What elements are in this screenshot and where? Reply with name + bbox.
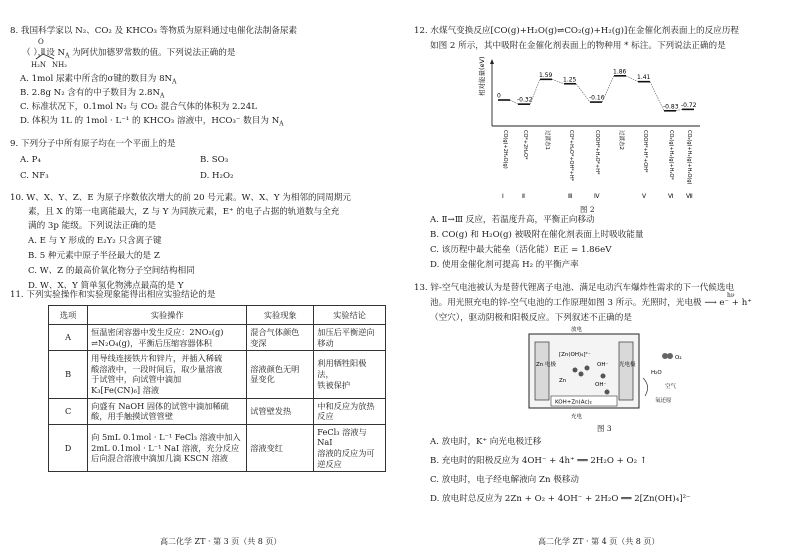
q11-cell-conclusion-line: 逆反应 [317, 458, 342, 469]
q12-stem-line1: 12. 水煤气变换反应[CO(g)+H₂O(g)⇌CO₂(g)+H₂(g)]在金催化剂表面上的反应历程 [414, 26, 740, 36]
q8-b-sub: A [160, 92, 165, 100]
q12-option-d: D. 使用金催化剂可提高 H₂ 的平衡产率 [430, 260, 579, 270]
q10-option-d: D. W、X、Y 简单氢化物沸点最高的是 Y [28, 281, 184, 291]
q8-option-d [20, 116, 284, 130]
q13-option-d: D. 放电时总反应为 2Zn + O₂ + 4OH⁻ + 2H₂O ══ 2[Zn(OH)₄]²⁻ [430, 494, 691, 504]
q11-cell-conclusion-line: FeCl₃ 溶液与 NaI [317, 426, 367, 448]
q12-option-c: C. 该历程中最大能垒（活化能）E正 = 1.86eV [430, 245, 612, 255]
q11-col-operation: 实验操作 [88, 306, 247, 325]
charge-label: 充电 [571, 414, 583, 420]
q11-col-conclusion: 实验结论 [314, 306, 386, 325]
q11-cell-operation-line: 2mL 0.1mol · L⁻¹ NaI 溶液，充分反应 [91, 442, 240, 453]
q11-cell-operation-line: 用导线连接铁片和锌片，并插入稀硫 [91, 353, 223, 364]
q11-cell-conclusion-line: 中和反应为放热 [317, 400, 375, 411]
energy-axis-label: 相对能量(eV) [478, 56, 486, 96]
stage-species-label: CO₂(g)+H₂(g)+H₂O(g) [686, 130, 692, 185]
q11-cell-conclusion-line: 反应 [317, 411, 334, 422]
ion-dot [585, 366, 590, 371]
q13-option-a: A. 放电时，K⁺ 向光电极迁移 [430, 437, 542, 447]
q12-option-a: A. Ⅱ→Ⅲ 反应，若温度升高，平衡正向移动 [430, 215, 595, 225]
q11-table-header [49, 306, 386, 325]
hv-label: hν [727, 292, 735, 299]
q11-cell-operation-line: 后向混合溶液中滴加几滴 KSCN 溶液 [91, 453, 228, 464]
q8-b-text: B. 2.8g N₂ 含有的中子数目为 2.8N [20, 88, 161, 98]
q11-cell-operation-line: 酸，用手触摸试管管壁 [91, 411, 174, 422]
energy-value-label: 1.59 [539, 71, 553, 79]
q10-stem-line3: 满的 3p 能级。下列说法正确的是 [28, 221, 157, 231]
q8-a-text: A. 1mol 尿素中所含的σ键的数目为 8N [20, 74, 173, 84]
ion-dot [579, 372, 584, 377]
q11-cell-operation [88, 325, 247, 351]
q11-cell-operation [88, 398, 247, 424]
zn-label: Zn [559, 378, 567, 384]
fig3-caption: 图 3 [597, 424, 612, 433]
urea-bonds [32, 44, 66, 62]
q11-table-row [49, 351, 386, 398]
electrolyte-label: KOH+Zn(Ac)₂ [555, 399, 592, 406]
zn-electrode-plate [535, 342, 549, 400]
q9-option-a: A. P₄ [20, 155, 41, 165]
stage-roman-label: Ⅴ [642, 193, 647, 200]
q11-cell-conclusion [314, 398, 386, 424]
q11-table-row [49, 398, 386, 424]
oh-label-1: OH⁻ [597, 362, 609, 368]
q11-cell-operation [88, 424, 247, 471]
stage-roman-label: Ⅲ [568, 193, 573, 200]
ion-dot [605, 390, 610, 395]
q12-stem-line2: 如图 2 所示，其中吸附在金催化剂表面上的物种用 * 标注。下列说法正确的是 [430, 41, 726, 51]
q11-cell-phenomenon-line: 溶液颜色无明 [250, 363, 300, 374]
stage-roman-label: Ⅵ [668, 193, 674, 200]
q11-cell-conclusion [314, 325, 386, 351]
h2o-label: H₂O [651, 370, 662, 376]
transition-state-label: 过渡态2 [618, 130, 624, 150]
oxygen-reduction-label: 氧还原 [655, 398, 672, 404]
q11-cell-conclusion-line: 溶液的反应为可 [317, 447, 375, 458]
zinc-air-cell-figure [515, 326, 695, 422]
ion-dot [573, 368, 578, 373]
q11-cell-conclusion-line: 移动 [317, 337, 334, 348]
q11-cell-conclusion-line: 加压后平衡逆向 [317, 327, 375, 337]
q8-stem-line1: 8. 我国科学家以 N₂、CO₂ 及 KHCO₃ 等物质为原料通过电催化法制备尿素 [10, 26, 298, 36]
stage-species-label: COOH*+H₂O*+H* [594, 130, 600, 175]
q8-stem-part: （ ），设 N [22, 48, 66, 58]
stage-species-label: COOH*+H*+OH* [642, 130, 648, 173]
q11-cell-operation-line: 向盛有 NaOH 固体的试管中滴加稀硫 [91, 400, 229, 411]
q9-option-c: C. NF₃ [20, 171, 49, 181]
energy-connector [576, 84, 590, 102]
energy-value-label: 1.25 [563, 76, 577, 84]
energy-value-label: 1.86 [613, 68, 627, 76]
zn-electrode-label: Zn 电极 [536, 362, 557, 368]
o2-label: O₂ [675, 355, 682, 361]
energy-value-label: -0.32 [517, 96, 533, 104]
page-4 [400, 0, 800, 550]
q12-option-b: B. CO(g) 和 H₂O(g) 被吸附在催化剂表面上时吸收能量 [430, 230, 644, 240]
q11-cell-phenomenon-line: 试管壁发热 [250, 405, 292, 416]
page-footer-right: 高二化学 ZT · 第 4 页（共 8 页） [538, 537, 660, 546]
q10-option-c: C. W、Z 的最高价氧化物分子空间结构相同 [28, 266, 195, 276]
q10-option-b: B. 5 种元素中原子半径最大的是 Z [28, 251, 160, 261]
stage-roman-label: Ⅳ [594, 193, 600, 200]
energy-value-label: 1.41 [637, 74, 651, 82]
urea-o: O [38, 38, 44, 46]
q11-cell-phenomenon-line: 溶液变红 [250, 442, 283, 453]
air-label: 空气 [665, 384, 677, 390]
ion-dot [601, 374, 606, 379]
q11-cell-option: D [49, 424, 88, 471]
q11-cell-operation-line: ⇌N₂O₄(g)，平衡后压缩容器体积 [91, 337, 212, 348]
discharge-label: 放电 [571, 327, 583, 333]
urea-h2n: H₂N [31, 61, 47, 69]
q11-cell-operation-line: 向 5mL 0.1mol · L⁻¹ FeCl₃ 溶液中加入 [91, 432, 241, 443]
q11-cell-operation-line: K₃[Fe(CN)₆] 溶液 [91, 384, 160, 395]
q8-option-a [20, 74, 176, 88]
photo-electrode-plate [619, 342, 633, 400]
q8-d-sub: A [279, 120, 284, 128]
q10-stem-line1: 10. W、X、Y、Z、E 为原子序数依次增大的前 20 号元素。W、X、Y 为相邻的同周期元 [10, 193, 351, 203]
photo-electrode-label: 光电极 [619, 362, 636, 368]
q11-cell-option: C [49, 398, 88, 424]
q13-stem-line3: （空穴），驱动阴极和阳极反应。下列叙述不正确的是 [430, 313, 632, 323]
energy-value-label: -0.72 [681, 101, 697, 109]
q11-cell-option: B [49, 351, 88, 398]
q9-option-b: B. SO₃ [200, 155, 229, 165]
q11-cell-phenomenon-line: 变深 [250, 337, 267, 348]
q11-cell-phenomenon [247, 424, 314, 471]
q13-stem-line1: 13. 锌-空气电池被认为是替代锂离子电池、满足电动汽车爆炸性需求的下一代候选电 [414, 283, 735, 293]
q11-cell-conclusion [314, 424, 386, 471]
energy-value-label: -0.83 [663, 103, 679, 111]
q11-cell-operation [88, 351, 247, 398]
q8-sub: A [65, 52, 70, 60]
q11-cell-conclusion-line: 利用牺牲阳极法， [317, 358, 367, 380]
fig2-caption: 图 2 [580, 205, 595, 214]
q13-option-c: C. 放电时，电子经电解液向 Zn 极移动 [430, 475, 580, 485]
page-footer-left: 高二化学 ZT · 第 3 页（共 8 页） [160, 537, 282, 546]
q11-cell-phenomenon [247, 351, 314, 398]
q13-option-b: B. 充电时的阳极反应为 4OH⁻ + 4h⁺ ══ 2H₂O + O₂ ↑ [430, 456, 647, 466]
q11-stem: 11. 下列实验操作和实验现象能得出相应实验结论的是 [10, 290, 216, 300]
stage-species-label: CO(g)+2H₂O(g) [502, 130, 508, 169]
stage-species-label: CO*+H₂O*+OH*+H* [568, 130, 574, 182]
q11-cell-phenomenon-line: 混合气体颜色 [250, 327, 300, 337]
q11-cell-phenomenon [247, 398, 314, 424]
o2-molecule [667, 353, 673, 359]
q9-stem: 9. 下列分子中所有原子均在一个平面上的是 [10, 139, 176, 149]
urea-nh2: NH₂ [52, 61, 68, 69]
q11-cell-conclusion [314, 351, 386, 398]
stage-roman-label: Ⅶ [686, 193, 693, 200]
q11-cell-phenomenon-line: 显变化 [250, 374, 275, 385]
reaction-arrow [643, 378, 648, 396]
energy-profile-diagram [478, 56, 708, 204]
q11-table-row [49, 424, 386, 471]
zincate-label: [Zn(OH)₄]²⁻ [559, 352, 591, 358]
energy-value-label: -0.16 [589, 94, 605, 102]
q11-cell-operation-line: 酸溶液中，一段时间后，取少量溶液 [91, 363, 223, 374]
stage-roman-label: Ⅱ [522, 193, 525, 200]
q11-cell-option: A [49, 325, 88, 351]
q8-d-text: D. 体积为 1L 的 1mol · L⁻¹ 的 KHCO₃ 溶液中，HCO₃⁻ 数目为 N [20, 116, 280, 126]
q10-stem-line2: 素，且 X 的第一电离能最大，Z 与 Y 为同族元素，E⁺ 的电子占据的轨道数与全充 [28, 207, 340, 217]
q13-stem-line2: 池。用光照充电的锌-空气电池的工作原理如图 3 所示。光照时，光电极 ⟶ e⁻ + h⁺ [430, 298, 752, 308]
q11-cell-phenomenon [247, 325, 314, 351]
q8-option-b [20, 88, 164, 102]
q11-table [48, 305, 386, 472]
energy-value-label: 0 [497, 92, 501, 100]
transition-state-label: 过渡态1 [544, 130, 550, 150]
q11-cell-operation-line: 恒温密闭容器中发生反应：2NO₂(g) [91, 327, 224, 337]
q8-stem-part2: 为阿伏加德罗常数的值。下列说法正确的是 [69, 48, 236, 58]
q10-option-a: A. E 与 Y 形成的 E₂Y₂ 只含离子键 [28, 236, 162, 246]
q11-col-option: 选项 [49, 306, 88, 325]
q9-option-d: D. H₂O₂ [200, 171, 234, 181]
q11-cell-conclusion-line: 铁被保护 [317, 379, 351, 390]
energy-connector [650, 82, 664, 111]
q8-option-c: C. 标准状况下，0.1mol N₂ 与 CO₂ 混合气体的体积为 2.24L [20, 102, 257, 112]
oh-label-2: OH⁻ [595, 382, 607, 388]
stage-roman-label: Ⅰ [502, 193, 504, 200]
q11-cell-operation-line: 于试管中，向试管中滴加 [91, 374, 182, 385]
energy-levels [497, 68, 697, 200]
q11-table-body [49, 325, 386, 472]
stage-species-label: CO*+2H₂O* [522, 130, 528, 160]
stage-species-label: CO₂(g)+H₂(g)+H₂O* [668, 130, 674, 180]
energy-axis-arrow [490, 59, 494, 64]
q8-a-sub: A [172, 78, 177, 86]
q11-table-row [49, 325, 386, 351]
q11-col-phenomenon: 实验现象 [247, 306, 314, 325]
